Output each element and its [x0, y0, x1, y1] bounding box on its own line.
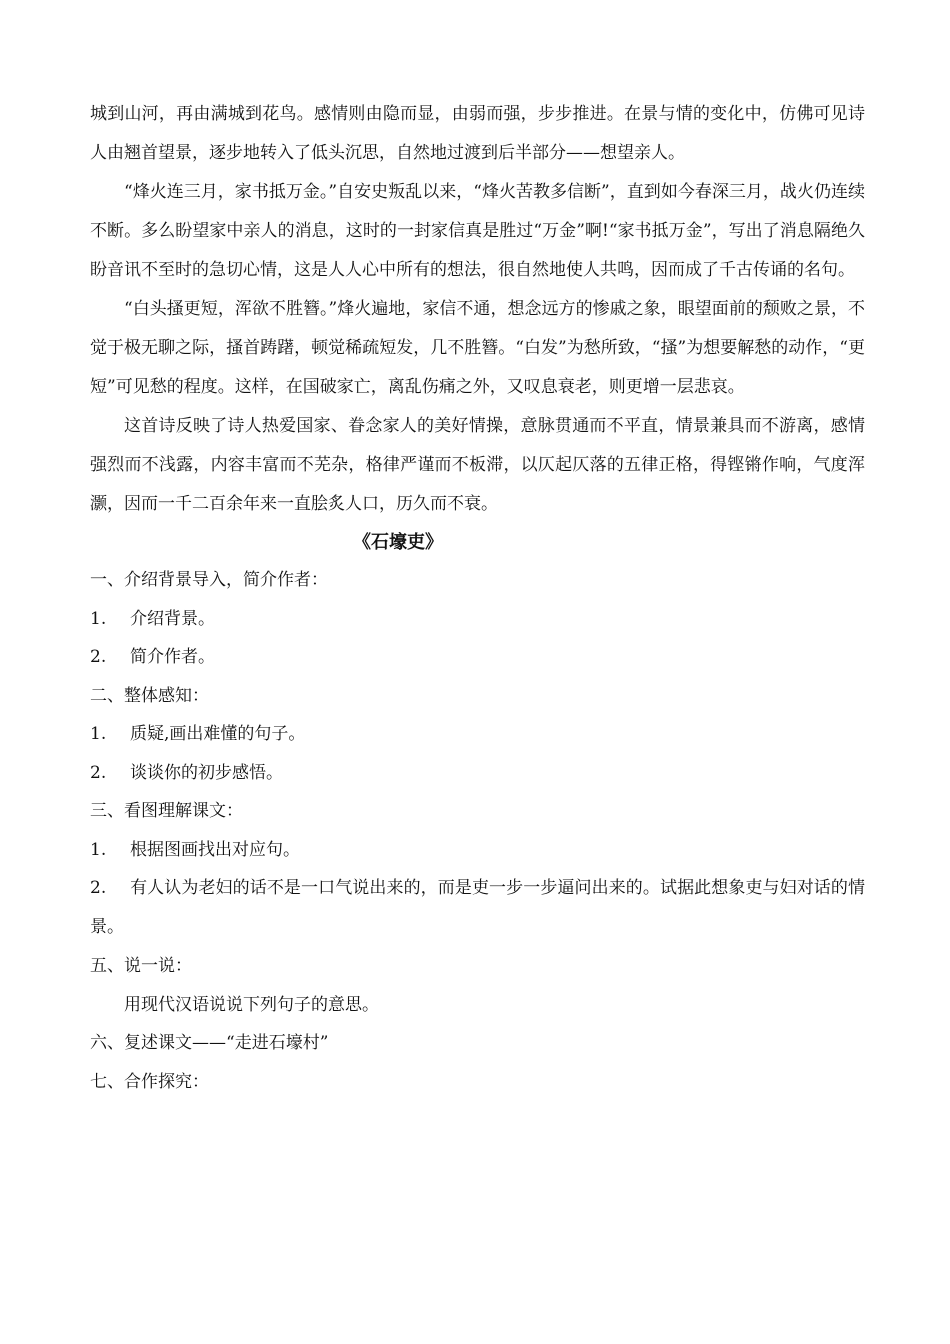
list-item-text: 介绍背景。 [130, 608, 215, 629]
list-item-text: 质疑,画出难懂的句子。 [130, 724, 306, 744]
list-item [90, 638, 865, 677]
list-item [90, 600, 865, 639]
document-page [90, 95, 865, 1101]
list-item [90, 831, 865, 870]
section-heading-retell: 六、复述课文——“走进石壕村” [90, 1033, 329, 1053]
section-heading-background: 一、介绍背景导入，简介作者： [90, 570, 328, 590]
list-number: 1. [90, 724, 107, 744]
paragraph-white-hair: “白头搔更短，浑欲不胜簪。”烽火遍地，家信不通，想念远方的惨戚之象，眼望面前的颓败之景，不觉于极无聊之际，搔首踌躇，顿觉稀疏短发，几不胜簪。“白发”为愁所致，“搔”为想要解愁的动作，“更短”可见愁的程度。这样，在国破家亡，离乱伤痛之外，又叹息衰老，则更增一层悲哀。 [90, 299, 865, 397]
section-heading-explore: 七、合作探究： [90, 1071, 209, 1092]
list-number: 1. [90, 839, 107, 860]
section-heading-pictures: 三、看图理解课文： [90, 801, 243, 821]
section-text-speak: 用现代汉语说说下列句子的意思。 [124, 994, 379, 1015]
list-number: 2. [90, 647, 107, 667]
list-number: 2. [90, 762, 107, 783]
lesson-title: 《石壕吏》 [353, 532, 443, 553]
paragraph-summary: 这首诗反映了诗人热爱国家、眷念家人的美好情操，意脉贯通而不平直，情景兼具而不游离，感情强烈而不浅露，内容丰富而不芜杂，格律严谨而不板滞，以仄起仄落的五律正格，得铿锵作响，气度浑灏，因而一千二百余年来一直脍炙人口，历久而不衰。 [90, 416, 865, 514]
list-number: 2. [90, 878, 107, 898]
list-item-text: 有人认为老妇的话不是一口气说出来的，而是吏一步一步逼问出来的。试据此想象吏与妇对话的情景。 [90, 878, 865, 937]
list-item [90, 754, 865, 793]
section-heading-speak: 五、说一说： [90, 956, 192, 976]
list-item-text: 简介作者。 [130, 647, 215, 667]
paragraph-family-letter: “烽火连三月，家书抵万金。”自安史叛乱以来，“烽火苦教多信断”，直到如今春深三月，战火仍连续不断。多么盼望家中亲人的消息，这时的一封家信真是胜过“万金”啊!“家书抵万金”，写出了消息隔绝久盼音讯不至时的急切心情，这是人人心中所有的想法，很自然地使人共鸣，因而成了千古传诵的名句。 [90, 182, 865, 280]
list-item [90, 869, 865, 947]
list-item [90, 715, 865, 754]
list-item-text: 谈谈你的初步感悟。 [130, 762, 283, 783]
list-item-text: 根据图画找出对应句。 [130, 839, 300, 860]
section-heading-perception: 二、整体感知： [90, 685, 209, 706]
paragraph-scene-emotion: 城到山河，再由满城到花鸟。感情则由隐而显，由弱而强，步步推进。在景与情的变化中，仿佛可见诗人由翘首望景，逐步地转入了低头沉思，自然地过渡到后半部分——想望亲人。 [90, 104, 865, 163]
list-number: 1. [90, 608, 107, 629]
